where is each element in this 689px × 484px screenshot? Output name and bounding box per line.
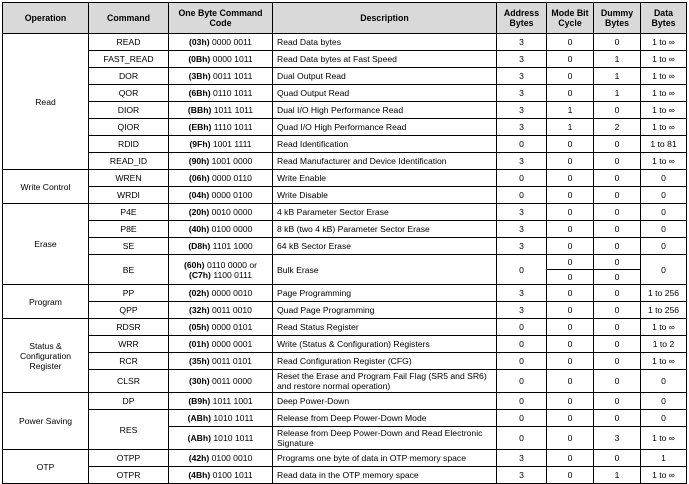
code-cell [169, 336, 273, 353]
mode-bit-cell: 0 [547, 285, 594, 302]
description-cell: Release from Deep Power-Down and Read Electronic Signature [273, 427, 497, 450]
mode-bit-cell: 0 [547, 450, 594, 467]
description-cell: Deep Power-Down [273, 393, 497, 410]
command-cell: FAST_READ [89, 51, 169, 68]
code-bin: 0000 0011 [211, 37, 252, 47]
command-cell: RES [89, 410, 169, 450]
mode-bit-cell: 1 [547, 119, 594, 136]
address-bytes-cell: 3 [497, 68, 547, 85]
data-bytes-cell: 1 to 2 [641, 336, 687, 353]
header-operation: Operation [3, 3, 89, 34]
code-cell [169, 102, 273, 119]
table-row [3, 467, 687, 484]
mode-bit-cell: 0 [547, 255, 594, 270]
code-bin: 0000 0001 [211, 339, 253, 349]
data-bytes-cell: 0 [641, 204, 687, 221]
command-cell: WREN [89, 170, 169, 187]
dummy-bytes-cell: 2 [594, 119, 641, 136]
code-cell [169, 170, 273, 187]
address-bytes-cell: 3 [497, 285, 547, 302]
code-cell [169, 85, 273, 102]
command-cell: RDSR [89, 319, 169, 336]
header-address-bytes: Address Bytes [497, 3, 547, 34]
code-hex: (05h) [188, 322, 210, 332]
code-cell [169, 467, 273, 484]
address-bytes-cell: 0 [497, 336, 547, 353]
code-bin: 0100 0000 [211, 224, 253, 234]
code-bin: 0100 0010 [211, 453, 253, 463]
dummy-bytes-cell: 0 [594, 353, 641, 370]
code-bin: 1101 1000 [212, 241, 253, 251]
data-bytes-cell: 1 to 81 [641, 136, 687, 153]
code-cell [169, 393, 273, 410]
mode-bit-cell: 1 [547, 102, 594, 119]
code-hex: (0Bh) [188, 54, 211, 64]
table-row [3, 450, 687, 467]
data-bytes-cell: 1 to ∞ [641, 68, 687, 85]
table-row [3, 353, 687, 370]
code-hex: (32h) [189, 305, 210, 315]
table-row [3, 85, 687, 102]
dummy-bytes-cell: 0 [594, 170, 641, 187]
address-bytes-cell: 0 [497, 136, 547, 153]
description-cell: Write (Status & Configuration) Registers [273, 336, 497, 353]
code-hex: (4Bh) [188, 470, 211, 480]
table-row [3, 153, 687, 170]
command-cell: QOR [89, 85, 169, 102]
code-hex: (01h) [188, 339, 210, 349]
mode-bit-cell: 0 [547, 353, 594, 370]
operation-read: Read [3, 34, 89, 170]
command-cell: OTPP [89, 450, 169, 467]
dummy-bytes-cell: 0 [594, 136, 641, 153]
mode-bit-cell: 0 [547, 51, 594, 68]
data-bytes-cell: 1 to ∞ [641, 34, 687, 51]
description-cell: Release from Deep Power-Down Mode [273, 410, 497, 427]
data-bytes-cell: 1 to ∞ [641, 353, 687, 370]
table-row [3, 68, 687, 85]
description-cell: Dual Output Read [273, 68, 497, 85]
code-bin: 1010 1011 [213, 433, 254, 443]
code-hex: (9Fh) [189, 139, 211, 149]
mode-bit-cell: 0 [547, 187, 594, 204]
operation-write-control: Write Control [3, 170, 89, 204]
code-hex: (90h) [188, 156, 210, 166]
command-cell: QPP [89, 302, 169, 319]
code-hex: (6Bh) [188, 88, 211, 98]
mode-bit-cell: 0 [547, 170, 594, 187]
table-row [3, 34, 687, 51]
description-cell: Quad Page Programming [273, 302, 497, 319]
mode-bit-cell: 0 [547, 336, 594, 353]
table-row [3, 204, 687, 221]
code-cell [169, 285, 273, 302]
data-bytes-cell: 1 to ∞ [641, 467, 687, 484]
data-bytes-cell: 1 to 256 [641, 302, 687, 319]
code-hex: (03h) [189, 37, 210, 47]
command-cell: PP [89, 285, 169, 302]
address-bytes-cell: 3 [497, 51, 547, 68]
data-bytes-cell: 1 to 256 [641, 285, 687, 302]
code-bin: 0000 0100 [211, 190, 253, 200]
address-bytes-cell: 0 [497, 319, 547, 336]
address-bytes-cell: 3 [497, 467, 547, 484]
address-bytes-cell: 3 [497, 153, 547, 170]
code-cell [169, 34, 273, 51]
code-cell [169, 238, 273, 255]
description-cell: Read Data bytes [273, 34, 497, 51]
table-row [3, 170, 687, 187]
address-bytes-cell: 0 [497, 427, 547, 450]
address-bytes-cell: 3 [497, 450, 547, 467]
code-bin: 1110 1011 [213, 122, 253, 132]
mode-bit-cell: 0 [547, 238, 594, 255]
command-cell: DIOR [89, 102, 169, 119]
mode-bit-cell: 0 [547, 153, 594, 170]
address-bytes-cell: 0 [497, 410, 547, 427]
header-code: One Byte Command Code [169, 3, 273, 34]
mode-bit-cell: 0 [547, 410, 594, 427]
operation-otp: OTP [3, 450, 89, 484]
mode-bit-cell: 0 [547, 204, 594, 221]
description-cell: Read Identification [273, 136, 497, 153]
operation-erase: Erase [3, 204, 89, 285]
dummy-bytes-cell: 0 [594, 204, 641, 221]
mode-bit-cell: 0 [547, 85, 594, 102]
table-row [3, 238, 687, 255]
code-bin: 0011 0101 [211, 356, 252, 366]
code-cell [169, 68, 273, 85]
dummy-bytes-cell: 0 [594, 450, 641, 467]
code-hex: (ABh) [187, 433, 211, 443]
data-bytes-cell: 0 [641, 187, 687, 204]
description-cell: Read Data bytes at Fast Speed [273, 51, 497, 68]
header-command: Command [89, 3, 169, 34]
code-cell [169, 136, 273, 153]
code-cell [169, 51, 273, 68]
dummy-bytes-cell: 0 [594, 238, 641, 255]
code-bin: 0010 0000 [211, 207, 253, 217]
dummy-bytes-cell: 0 [594, 336, 641, 353]
command-cell: P4E [89, 204, 169, 221]
table-row [3, 285, 687, 302]
code-hex: (C7h) [188, 269, 211, 280]
command-table [2, 2, 687, 484]
description-cell: Quad I/O High Performance Read [273, 119, 497, 136]
code-bin: 0100 1011 [212, 470, 253, 480]
command-cell: RDID [89, 136, 169, 153]
dummy-bytes-cell: 0 [594, 285, 641, 302]
table-row [3, 119, 687, 136]
code-bin: 1001 0000 [211, 156, 253, 166]
code-hex: (20h) [188, 207, 210, 217]
code-cell [169, 255, 273, 285]
address-bytes-cell: 3 [497, 85, 547, 102]
dummy-bytes-cell: 0 [594, 102, 641, 119]
command-cell: WRR [89, 336, 169, 353]
code-cell [169, 427, 273, 450]
code-bin: 0011 1011 [213, 71, 253, 81]
table-row [3, 255, 687, 270]
dummy-bytes-cell: 0 [594, 393, 641, 410]
code-bin: 0000 1011 [212, 54, 253, 64]
table-row [3, 319, 687, 336]
code-bin: 1010 1011 [213, 413, 254, 423]
address-bytes-cell: 0 [497, 353, 547, 370]
table-row [3, 410, 687, 427]
code-hex: (42h) [188, 453, 210, 463]
data-bytes-cell: 0 [641, 170, 687, 187]
address-bytes-cell: 3 [497, 221, 547, 238]
address-bytes-cell: 3 [497, 302, 547, 319]
mode-bit-cell: 0 [547, 68, 594, 85]
code-hex: (04h) [188, 190, 210, 200]
code-bin: 0000 0010 [211, 288, 253, 298]
table-row [3, 302, 687, 319]
description-cell: Programs one byte of data in OTP memory space [273, 450, 497, 467]
code-cell [169, 204, 273, 221]
data-bytes-cell: 1 to ∞ [641, 153, 687, 170]
command-cell: SE [89, 238, 169, 255]
code-hex: (BBh) [187, 105, 212, 115]
data-bytes-cell: 1 to ∞ [641, 102, 687, 119]
address-bytes-cell: 3 [497, 204, 547, 221]
dummy-bytes-cell: 0 [594, 34, 641, 51]
code-cell [169, 153, 273, 170]
code-bin: 0000 0101 [211, 322, 253, 332]
description-cell: 64 kB Sector Erase [273, 238, 497, 255]
dummy-bytes-cell: 0 [594, 187, 641, 204]
header-dummy-bytes: Dummy Bytes [594, 3, 641, 34]
mode-bit-cell: 0 [547, 427, 594, 450]
address-bytes-cell: 0 [497, 255, 547, 285]
table-row [3, 336, 687, 353]
code-bin: 0011 0000 [211, 376, 252, 386]
command-cell: QIOR [89, 119, 169, 136]
dummy-bytes-cell: 0 [594, 255, 641, 270]
code-bin: 1011 1001 [212, 396, 253, 406]
code-hex: (3Bh) [188, 71, 211, 81]
code-hex: (EBh) [188, 122, 212, 132]
header-mode-bit-cycle: Mode Bit Cycle [547, 3, 594, 34]
address-bytes-cell: 0 [497, 170, 547, 187]
code-cell [169, 353, 273, 370]
address-bytes-cell: 3 [497, 119, 547, 136]
data-bytes-cell: 1 to ∞ [641, 427, 687, 450]
description-cell: Reset the Erase and Program Fail Flag (SR5 and SR6) and restore normal operation) [273, 370, 497, 393]
description-cell: Read Manufacturer and Device Identification [273, 153, 497, 170]
code-hex: (30h) [189, 376, 210, 386]
dummy-bytes-cell: 1 [594, 68, 641, 85]
table-row [3, 51, 687, 68]
mode-bit-cell: 0 [547, 136, 594, 153]
command-cell: RCR [89, 353, 169, 370]
dummy-bytes-cell: 0 [594, 270, 641, 285]
code-bin: 0011 0010 [211, 305, 252, 315]
dummy-bytes-cell: 0 [594, 319, 641, 336]
description-cell: Write Disable [273, 187, 497, 204]
command-cell: DP [89, 393, 169, 410]
code-cell [169, 187, 273, 204]
dummy-bytes-cell: 0 [594, 302, 641, 319]
dummy-bytes-cell: 1 [594, 51, 641, 68]
header-row [3, 3, 687, 34]
data-bytes-cell: 0 [641, 410, 687, 427]
table-row [3, 187, 687, 204]
operation-status-configuration: Status & Configuration Register [3, 319, 89, 393]
address-bytes-cell: 0 [497, 370, 547, 393]
mode-bit-cell: 0 [547, 302, 594, 319]
dummy-bytes-cell: 1 [594, 467, 641, 484]
code-hex: (02h) [188, 288, 210, 298]
description-cell: Read Status Register [273, 319, 497, 336]
data-bytes-cell: 0 [641, 255, 687, 285]
table-row [3, 102, 687, 119]
table-row [3, 136, 687, 153]
data-bytes-cell: 1 to ∞ [641, 51, 687, 68]
address-bytes-cell: 0 [497, 187, 547, 204]
code-hex: (B9h) [188, 396, 211, 406]
command-cell: OTPR [89, 467, 169, 484]
code-hex: (40h) [188, 224, 210, 234]
command-cell: P8E [89, 221, 169, 238]
command-cell: BE [89, 255, 169, 285]
description-cell: Bulk Erase [273, 255, 497, 285]
data-bytes-cell: 0 [641, 238, 687, 255]
command-cell: READ_ID [89, 153, 169, 170]
command-cell: DOR [89, 68, 169, 85]
header-data-bytes: Data Bytes [641, 3, 687, 34]
description-cell: 8 kB (two 4 kB) Parameter Sector Erase [273, 221, 497, 238]
dummy-bytes-cell: 1 [594, 85, 641, 102]
code-bin: 1100 0111 [213, 269, 253, 280]
mode-bit-cell: 0 [547, 370, 594, 393]
description-cell: Read data in the OTP memory space [273, 467, 497, 484]
mode-bit-cell: 0 [547, 34, 594, 51]
data-bytes-cell: 1 to ∞ [641, 319, 687, 336]
code-bin: 1001 1111 [212, 139, 252, 149]
dummy-bytes-cell: 0 [594, 410, 641, 427]
operation-power-saving: Power Saving [3, 393, 89, 450]
data-bytes-cell: 0 [641, 393, 687, 410]
command-cell: READ [89, 34, 169, 51]
code-hex: (06h) [189, 173, 210, 183]
description-cell: Write Enable [273, 170, 497, 187]
description-cell: 4 kB Parameter Sector Erase [273, 204, 497, 221]
command-cell: WRDI [89, 187, 169, 204]
mode-bit-cell: 0 [547, 467, 594, 484]
mode-bit-cell: 0 [547, 221, 594, 238]
mode-bit-cell: 0 [547, 319, 594, 336]
operation-program: Program [3, 285, 89, 319]
code-cell [169, 410, 273, 427]
header-description: Description [273, 3, 497, 34]
code-cell [169, 119, 273, 136]
code-hex: (D8h) [188, 241, 211, 251]
code-bin: 1011 1011 [213, 105, 254, 115]
code-hex: (ABh) [187, 413, 211, 423]
table-row [3, 370, 687, 393]
table-row [3, 221, 687, 238]
address-bytes-cell: 3 [497, 102, 547, 119]
description-cell: Quad Output Read [273, 85, 497, 102]
address-bytes-cell: 0 [497, 393, 547, 410]
address-bytes-cell: 3 [497, 34, 547, 51]
data-bytes-cell: 0 [641, 370, 687, 393]
code-cell [169, 450, 273, 467]
mode-bit-cell: 0 [547, 270, 594, 285]
code-bin: 0110 0000 or [206, 259, 257, 270]
description-cell: Dual I/O High Performance Read [273, 102, 497, 119]
dummy-bytes-cell: 3 [594, 427, 641, 450]
description-cell: Read Configuration Register (CFG) [273, 353, 497, 370]
dummy-bytes-cell: 0 [594, 370, 641, 393]
data-bytes-cell: 1 [641, 450, 687, 467]
data-bytes-cell: 1 to ∞ [641, 85, 687, 102]
mode-bit-cell: 0 [547, 393, 594, 410]
code-bin: 0110 1011 [213, 88, 253, 98]
code-cell [169, 319, 273, 336]
description-cell: Page Programming [273, 285, 497, 302]
address-bytes-cell: 3 [497, 238, 547, 255]
code-hex: (35h) [189, 356, 210, 366]
code-hex: (60h) [184, 259, 205, 270]
dummy-bytes-cell: 0 [594, 153, 641, 170]
table-row [3, 393, 687, 410]
command-cell: CLSR [89, 370, 169, 393]
data-bytes-cell: 1 to ∞ [641, 119, 687, 136]
data-bytes-cell: 0 [641, 221, 687, 238]
command-table-container [2, 2, 686, 484]
code-cell [169, 302, 273, 319]
code-cell [169, 221, 273, 238]
dummy-bytes-cell: 0 [594, 221, 641, 238]
code-bin: 0000 0110 [211, 173, 252, 183]
code-cell [169, 370, 273, 393]
